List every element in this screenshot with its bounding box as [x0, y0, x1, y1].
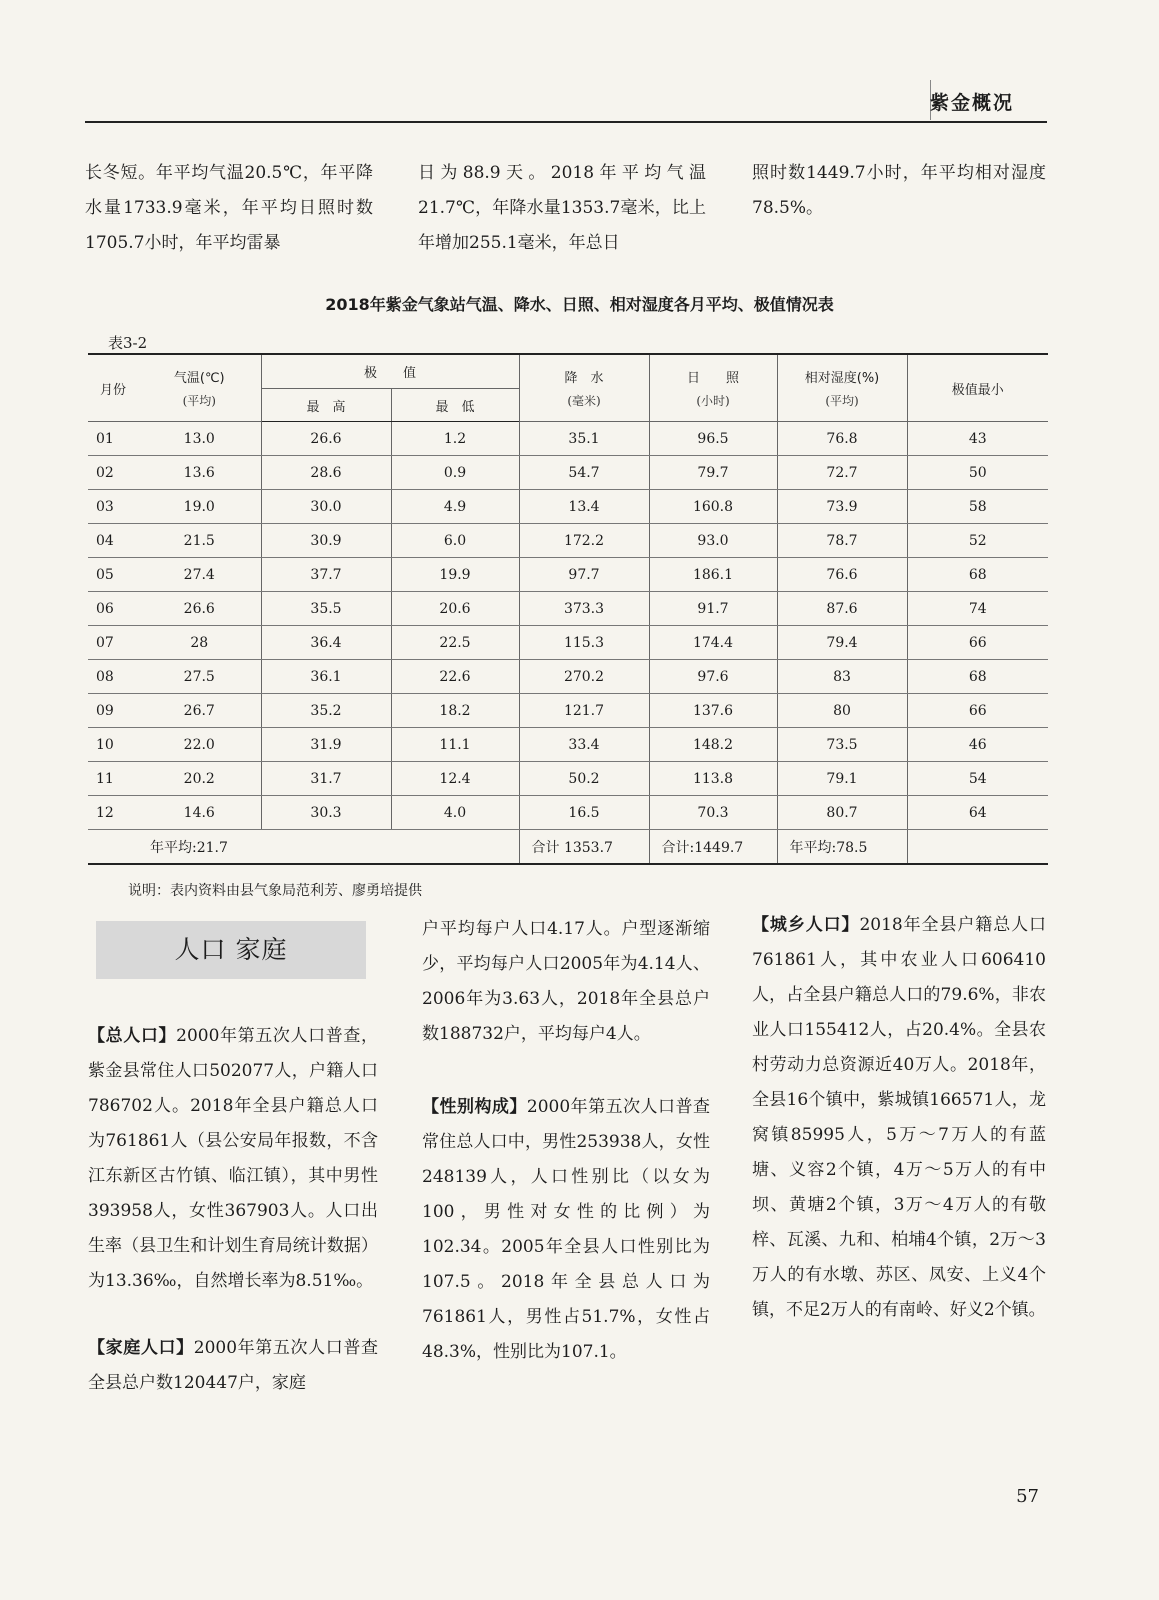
lead-urban-rural: 【城乡人口】: [752, 915, 860, 935]
table-note: 说明：表内资料由县气象局范利芳、廖勇培提供: [128, 883, 422, 899]
cell-temp: 20.2: [138, 762, 261, 796]
body-sex-composition: 2000年第五次人口普查常住总人口中，男性253938人，女性248139人，人口性别比（以女为100，男性对女性的比例）为102.34。2005年全县人口性别比为107.5。2018年全县总人口为761861人，男性占51.7%，女性占48.3%，性别比为107.1。: [422, 1097, 711, 1362]
table-row: [88, 456, 1048, 490]
weather-table: [88, 353, 1048, 865]
cell-rain: 16.5: [519, 796, 649, 830]
cell-max: 30.9: [261, 524, 391, 558]
cell-rain: 54.7: [519, 456, 649, 490]
cell-hum: 80: [777, 694, 907, 728]
paragraph-urban-rural: [752, 908, 1046, 1328]
lead-family-population: 【家庭人口】: [88, 1338, 194, 1358]
paragraph-family-population: [88, 1331, 378, 1401]
table-row: [88, 422, 1048, 456]
table-row: [88, 524, 1048, 558]
header-extreme: 极 值: [261, 354, 519, 389]
cell-sun: 97.6: [649, 660, 777, 694]
cell-temp: 13.6: [138, 456, 261, 490]
cell-max: 30.3: [261, 796, 391, 830]
cell-sun: 160.8: [649, 490, 777, 524]
cell-hmin: 74: [907, 592, 1048, 626]
cell-hmin: 68: [907, 558, 1048, 592]
cell-hum: 73.9: [777, 490, 907, 524]
cell-max: 31.9: [261, 728, 391, 762]
header-humidity-sub: (平均): [825, 394, 859, 408]
cell-sun: 70.3: [649, 796, 777, 830]
intro-text-2: 日为88.9天。2018年平均气温21.7℃，年降水量1353.7毫米，比上年增加255.1毫米，年总日: [418, 163, 706, 253]
cell-hum: 72.7: [777, 456, 907, 490]
header-humidity: [777, 354, 907, 422]
cell-hmin: 66: [907, 694, 1048, 728]
cell-hum: 73.5: [777, 728, 907, 762]
cell-temp: 13.0: [138, 422, 261, 456]
table-id: 表3-2: [108, 334, 148, 352]
header-rain: [519, 354, 649, 422]
cell-month: 05: [88, 558, 138, 592]
footer-blank: [88, 830, 138, 865]
cell-month: 12: [88, 796, 138, 830]
cell-max: 36.4: [261, 626, 391, 660]
cell-max: 36.1: [261, 660, 391, 694]
cell-rain: 270.2: [519, 660, 649, 694]
table-row: [88, 592, 1048, 626]
cell-month: 11: [88, 762, 138, 796]
header-temp-sub: (平均): [182, 394, 216, 408]
cell-max: 28.6: [261, 456, 391, 490]
cell-hum: 78.7: [777, 524, 907, 558]
cell-hmin: 52: [907, 524, 1048, 558]
table-row: [88, 796, 1048, 830]
cell-hum: 76.8: [777, 422, 907, 456]
cell-hmin: 64: [907, 796, 1048, 830]
cell-temp: 21.5: [138, 524, 261, 558]
cell-sun: 79.7: [649, 456, 777, 490]
footer-rain: 合计 1353.7: [519, 830, 649, 865]
table-row: [88, 728, 1048, 762]
header-rain-label: 降 水: [564, 371, 604, 386]
cell-hum: 79.1: [777, 762, 907, 796]
header-sun-sub: (小时): [696, 394, 730, 408]
cell-max: 35.2: [261, 694, 391, 728]
body-total-population: 2000年第五次人口普查，紫金县常住人口502077人，户籍人口786702人。2018年全县户籍总人口为761861人（县公安局年报数，不含江东新区古竹镇、临江镇），其中男性393958人，女性367903人。人口出生率（县卫生和计划生育局统计数据）为13.36‰，自然增长率为8.51‰。: [88, 1026, 379, 1291]
text-column-right: [752, 908, 1046, 1328]
intro-text-3: 照时数1449.7小时，年平均相对湿度78.5%。: [752, 163, 1046, 218]
section-name: 紫金概况: [929, 92, 1014, 114]
cell-min: 22.5: [391, 626, 519, 660]
table-row: [88, 626, 1048, 660]
cell-temp: 26.6: [138, 592, 261, 626]
cell-hmin: 68: [907, 660, 1048, 694]
intro-column-3: [752, 156, 1046, 226]
cell-max: 30.0: [261, 490, 391, 524]
cell-hmin: 58: [907, 490, 1048, 524]
cell-month: 07: [88, 626, 138, 660]
cell-min: 12.4: [391, 762, 519, 796]
paragraph-sex-composition: [422, 1090, 710, 1370]
footer-sun: 合计:1449.7: [649, 830, 777, 865]
cell-sun: 186.1: [649, 558, 777, 592]
cell-max: 31.7: [261, 762, 391, 796]
cell-temp: 14.6: [138, 796, 261, 830]
cell-rain: 172.2: [519, 524, 649, 558]
intro-column-2: [418, 156, 706, 261]
cell-month: 01: [88, 422, 138, 456]
cell-rain: 121.7: [519, 694, 649, 728]
cell-temp: 28: [138, 626, 261, 660]
cell-hmin: 54: [907, 762, 1048, 796]
cell-rain: 33.4: [519, 728, 649, 762]
footer-temp: 年平均:21.7: [138, 830, 519, 865]
cell-min: 4.0: [391, 796, 519, 830]
cell-month: 10: [88, 728, 138, 762]
lead-sex-composition: 【性别构成】: [422, 1097, 527, 1117]
cell-sun: 137.6: [649, 694, 777, 728]
footer-humidity: 年平均:78.5: [777, 830, 907, 865]
intro-text-1: 长冬短。年平均气温20.5℃，年平降水量1733.9毫米，年平均日照时数1705.7小时，年平均雷暴: [85, 163, 373, 253]
cell-temp: 27.5: [138, 660, 261, 694]
section-heading-box: [96, 921, 366, 979]
cell-rain: 97.7: [519, 558, 649, 592]
cell-sun: 148.2: [649, 728, 777, 762]
cell-temp: 26.7: [138, 694, 261, 728]
header-sun: [649, 354, 777, 422]
cell-min: 19.9: [391, 558, 519, 592]
header-month: 月份: [88, 354, 138, 422]
header-min: 最 低: [391, 389, 519, 422]
cell-rain: 373.3: [519, 592, 649, 626]
page-number: 57: [1016, 1486, 1039, 1507]
paragraph-total-population: [88, 1019, 378, 1299]
cell-month: 04: [88, 524, 138, 558]
cell-rain: 13.4: [519, 490, 649, 524]
cell-min: 0.9: [391, 456, 519, 490]
cell-sun: 93.0: [649, 524, 777, 558]
cell-temp: 22.0: [138, 728, 261, 762]
cell-rain: 50.2: [519, 762, 649, 796]
header-rain-sub: (毫米): [567, 394, 601, 408]
header-humidity-min: 极值最小: [907, 354, 1048, 422]
cell-hum: 76.6: [777, 558, 907, 592]
table-title: 2018年紫金气象站气温、降水、日照、相对湿度各月平均、极值情况表: [325, 295, 834, 314]
paragraph-family-continued: 户平均每户人口4.17人。户型逐渐缩少，平均每户人口2005年为4.14人、2006年为3.63人，2018年全县总户数188732户，平均每户4人。: [422, 919, 710, 1044]
cell-hmin: 50: [907, 456, 1048, 490]
cell-sun: 96.5: [649, 422, 777, 456]
cell-hmin: 43: [907, 422, 1048, 456]
table-row: [88, 694, 1048, 728]
cell-max: 35.5: [261, 592, 391, 626]
cell-min: 18.2: [391, 694, 519, 728]
table-row: [88, 762, 1048, 796]
cell-sun: 113.8: [649, 762, 777, 796]
text-column-middle: [422, 912, 710, 1370]
cell-month: 06: [88, 592, 138, 626]
lead-total-population: 【总人口】: [88, 1026, 177, 1046]
intro-column-1: [85, 156, 373, 261]
cell-month: 09: [88, 694, 138, 728]
header-humidity-label: 相对湿度(%): [804, 371, 880, 386]
cell-rain: 115.3: [519, 626, 649, 660]
cell-hum: 83: [777, 660, 907, 694]
cell-month: 02: [88, 456, 138, 490]
table-row: [88, 558, 1048, 592]
cell-hum: 80.7: [777, 796, 907, 830]
cell-hum: 87.6: [777, 592, 907, 626]
cell-min: 22.6: [391, 660, 519, 694]
body-urban-rural: 2018年全县户籍总人口761861人，其中农业人口606410人，占全县户籍总人口的79.6%，非农业人口155412人，占20.4%。全县农村劳动力总资源近40万人。2018年，全县16个镇中，紫城镇166571人，龙窝镇85995人，5万～7万人的有蓝塘、义容2个镇，4万～5万人的有中坝、黄塘2个镇，3万～4万人的有敬梓、瓦溪、九和、柏埔4个镇，2万～3万人的有水墩、苏区、凤安、上义4个镇，不足2万人的有南岭、好义2个镇。: [752, 915, 1047, 1320]
cell-min: 20.6: [391, 592, 519, 626]
cell-sun: 174.4: [649, 626, 777, 660]
cell-hmin: 66: [907, 626, 1048, 660]
footer-humidity-min: [907, 830, 1048, 865]
header-temp-label: 气温(℃): [173, 371, 225, 386]
header-rule: [85, 121, 1047, 123]
cell-max: 37.7: [261, 558, 391, 592]
body-family-population: 2000年第五次人口普查全县总户数120447户，家庭: [88, 1338, 379, 1393]
table-row: [88, 660, 1048, 694]
cell-min: 1.2: [391, 422, 519, 456]
cell-sun: 91.7: [649, 592, 777, 626]
cell-temp: 27.4: [138, 558, 261, 592]
cell-min: 6.0: [391, 524, 519, 558]
cell-month: 08: [88, 660, 138, 694]
header-max: 最 高: [261, 389, 391, 422]
header-sun-label: 日 照: [686, 371, 739, 386]
header-temp: [138, 354, 261, 422]
cell-month: 03: [88, 490, 138, 524]
cell-rain: 35.1: [519, 422, 649, 456]
cell-min: 11.1: [391, 728, 519, 762]
cell-max: 26.6: [261, 422, 391, 456]
table-row: [88, 490, 1048, 524]
cell-hum: 79.4: [777, 626, 907, 660]
cell-hmin: 46: [907, 728, 1048, 762]
cell-min: 4.9: [391, 490, 519, 524]
section-heading: 人口 家庭: [174, 935, 288, 964]
text-column-left: [88, 1019, 378, 1401]
cell-temp: 19.0: [138, 490, 261, 524]
